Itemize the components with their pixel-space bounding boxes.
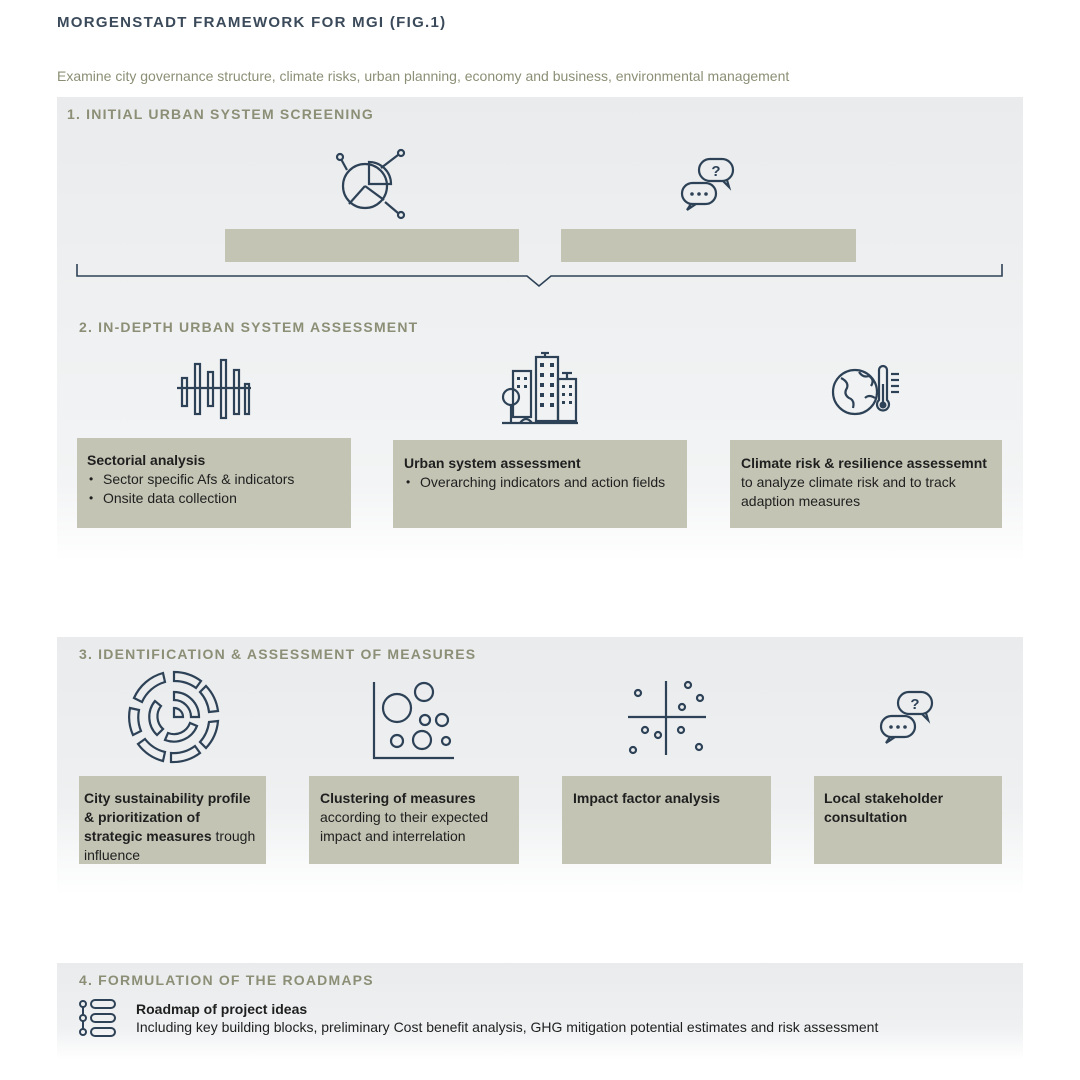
section3-heading: 3. IDENTIFICATION & ASSESSMENT OF MEASURES bbox=[79, 646, 477, 662]
city-buildings-icon bbox=[500, 351, 580, 427]
page-subtitle: Examine city governance structure, climate risks, urban planning, economy and business, environmental management bbox=[57, 68, 790, 84]
sectorial-bullet-2: • Onsite data collection bbox=[87, 489, 351, 508]
scatter-quadrant-icon bbox=[626, 679, 710, 759]
impact-factor-title: Impact factor analysis bbox=[573, 790, 721, 806]
radial-segments-icon bbox=[125, 668, 223, 766]
urban-system-title: Urban system assessment bbox=[404, 455, 581, 471]
section1-heading: 1. INITIAL URBAN SYSTEM SCREENING bbox=[67, 106, 374, 122]
sustainability-profile-text: trough influence bbox=[84, 828, 256, 863]
impact-factor-box bbox=[562, 776, 771, 864]
section4-heading: 4. FORMULATION OF THE ROADMAPS bbox=[79, 972, 374, 988]
sectorial-analysis-title: Sectorial analysis bbox=[87, 452, 206, 468]
climate-risk-title: Climate risk & resilience assessemnt bbox=[741, 455, 987, 471]
section-initial-screening bbox=[57, 97, 1023, 300]
sectorial-analysis-box bbox=[77, 438, 351, 528]
chat-bubbles-icon bbox=[679, 156, 737, 211]
urban-system-bullet-1: • Overarching indicators and action fields bbox=[404, 473, 677, 492]
svg-text:?: ? bbox=[910, 696, 920, 713]
globe-thermometer-icon bbox=[829, 364, 904, 420]
stakeholder-box bbox=[814, 776, 1002, 864]
clustering-title: Clustering of measures bbox=[320, 790, 476, 806]
clustering-text: according to their expected impact and interrelation bbox=[320, 809, 489, 844]
sustainability-profile-box bbox=[79, 776, 266, 864]
sectorial-bullet-1: • Sector specific Afs & indicators bbox=[87, 470, 351, 489]
urban-system-assessment-box bbox=[393, 440, 687, 528]
stakeholder-title: Local stakeholder consultation bbox=[824, 790, 944, 825]
bubble-chart-icon bbox=[370, 680, 456, 762]
roadmap-title: Roadmap of project ideas bbox=[136, 1001, 308, 1017]
list-icon bbox=[78, 999, 118, 1037]
pie-chart-network-icon bbox=[335, 148, 410, 220]
section1-box-left bbox=[225, 229, 519, 262]
climate-risk-box bbox=[730, 440, 1002, 528]
chat-bubbles-icon bbox=[878, 689, 936, 744]
roadmap-text: Including key building blocks, preliminary Cost benefit analysis, GHG mitigation potential estimates and risk assessment bbox=[136, 1019, 879, 1035]
sustainability-profile-title: City sustainability profile & prioritization of strategic measures bbox=[84, 790, 251, 844]
section1-box-right bbox=[561, 229, 856, 262]
climate-risk-text: to analyze climate risk and to track adaption measures bbox=[741, 474, 956, 509]
section2-heading: 2. IN-DEPTH URBAN SYSTEM ASSESSMENT bbox=[79, 319, 419, 335]
svg-text:?: ? bbox=[711, 163, 721, 180]
bar-columns-icon bbox=[175, 358, 253, 422]
page-title: MORGENSTADT FRAMEWORK FOR MGI (FIG.1) bbox=[57, 14, 447, 31]
clustering-box bbox=[309, 776, 519, 864]
